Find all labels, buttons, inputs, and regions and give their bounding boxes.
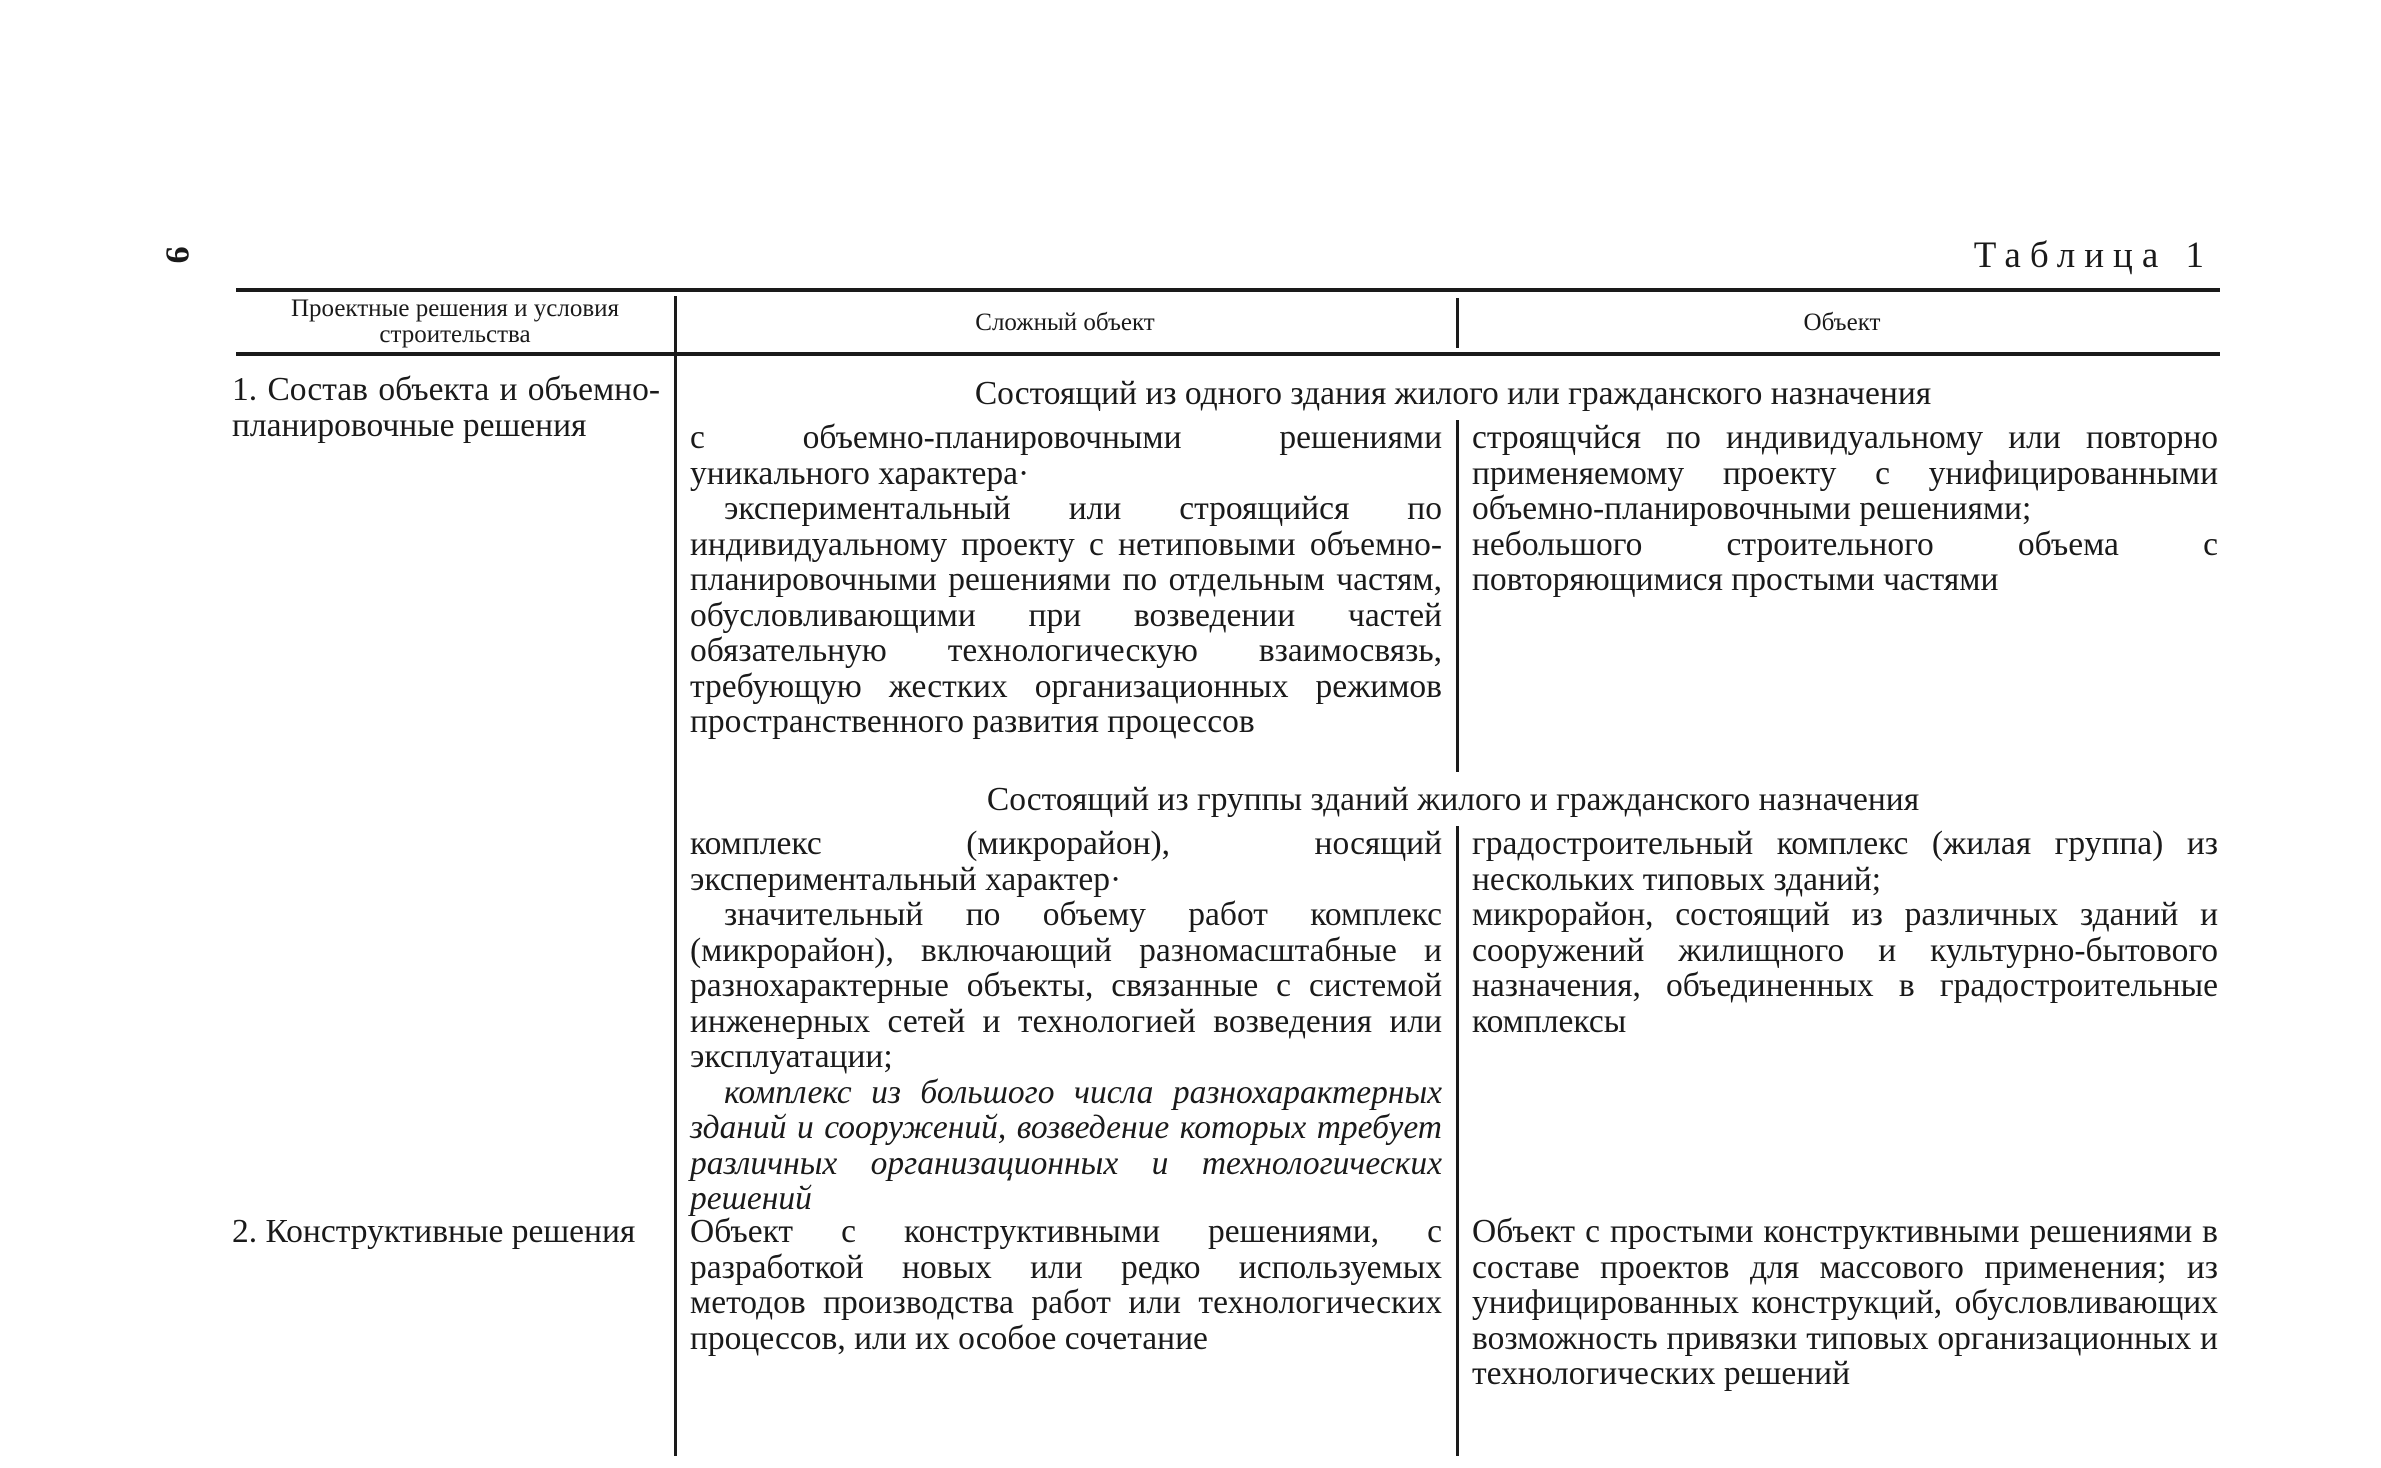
header-col-object: Объект (1803, 309, 1881, 336)
group2-complex-cell (690, 826, 1442, 1217)
group1-complex-item-1: с объемно-планировочными решениями уникального характера· (690, 419, 1442, 492)
table-top-rule (236, 288, 2220, 292)
group1-object-item-1: строящчйся по индивидуальному или повторно применяемому проекту с унифицированными объемно-планировочными решениями; (1472, 419, 2218, 527)
column-divider-2-group2 (1456, 826, 1459, 1456)
group1-complex-cell (690, 420, 1442, 740)
group-title-building-group: Состоящий из группы зданий жилого и гражданского назначения (986, 781, 1920, 818)
column-divider-2-header (1456, 298, 1459, 348)
header-col-conditions: Проектные решения и условия строительства (290, 295, 620, 348)
row-label-structural: 2. Конструктивные решения (232, 1213, 636, 1250)
row2-object-cell: Объект с простыми конструктивными решениями в составе проектов для массового применения; из унифицированных конструкций, обусловливающих возможность привязки типовых организационных и технологических решений (1472, 1213, 2218, 1392)
header-bottom-rule (236, 352, 2220, 356)
header-col-complex-object: Сложный объект (975, 309, 1155, 336)
row-label-composition: 1. Состав объекта и объемно-планировочные решения (232, 371, 660, 444)
group1-complex-item-2: экспериментальный или строящийся по индивидуальному проекту с нетиповыми объемно-планировочными решениями по отдельным частям, обусловливающими при возведении частей обязательную технологическую взаимосвязь, требующую жестких организационных режимов пространственного развития процессов (690, 490, 1442, 740)
group2-complex-item-1: комплекс (микрорайон), носящий экспериментальный характер· (690, 825, 1442, 898)
group2-object-cell (1472, 826, 2218, 1039)
table-title: Таблица 1 (1973, 235, 2213, 276)
row2-complex-cell: Объект с конструктивными решениями, с разработкой новых или редко используемых методов производства работ или технологических процессов, или их особое сочетание (690, 1213, 1442, 1357)
column-divider-1 (674, 296, 677, 352)
group2-object-item-2: микрорайон, состоящий из различных зданий и сооружений жилищного и культурно-бытового назначения, объединенных в градостроительные комплексы (1472, 896, 2218, 1040)
column-divider-2-group1 (1456, 420, 1459, 772)
group2-complex-item-3: комплекс из большого числа разнохарактерных зданий и сооружений, возведение которых требует различных организационных и технологических решений (690, 1073, 1442, 1217)
column-divider-1-body (674, 356, 677, 1456)
group2-complex-item-2: значительный по объему работ комплекс (микрорайон), включающий разномасштабные и разнохарактерные объекты, связанные с системой инженерных сетей и технологией возведения или эксплуатации; (690, 896, 1442, 1075)
group1-object-item-2: небольшого строительного объема с повторяющимися простыми частями (1472, 525, 2218, 598)
group2-object-item-1: градостроительный комплекс (жилая группа) из нескольких типовых зданий; (1472, 825, 2218, 898)
page-number: 9 (158, 246, 196, 264)
group1-object-cell (1472, 420, 2218, 598)
group-title-single-building: Состоящий из одного здания жилого или гражданского назначения (974, 375, 1932, 412)
